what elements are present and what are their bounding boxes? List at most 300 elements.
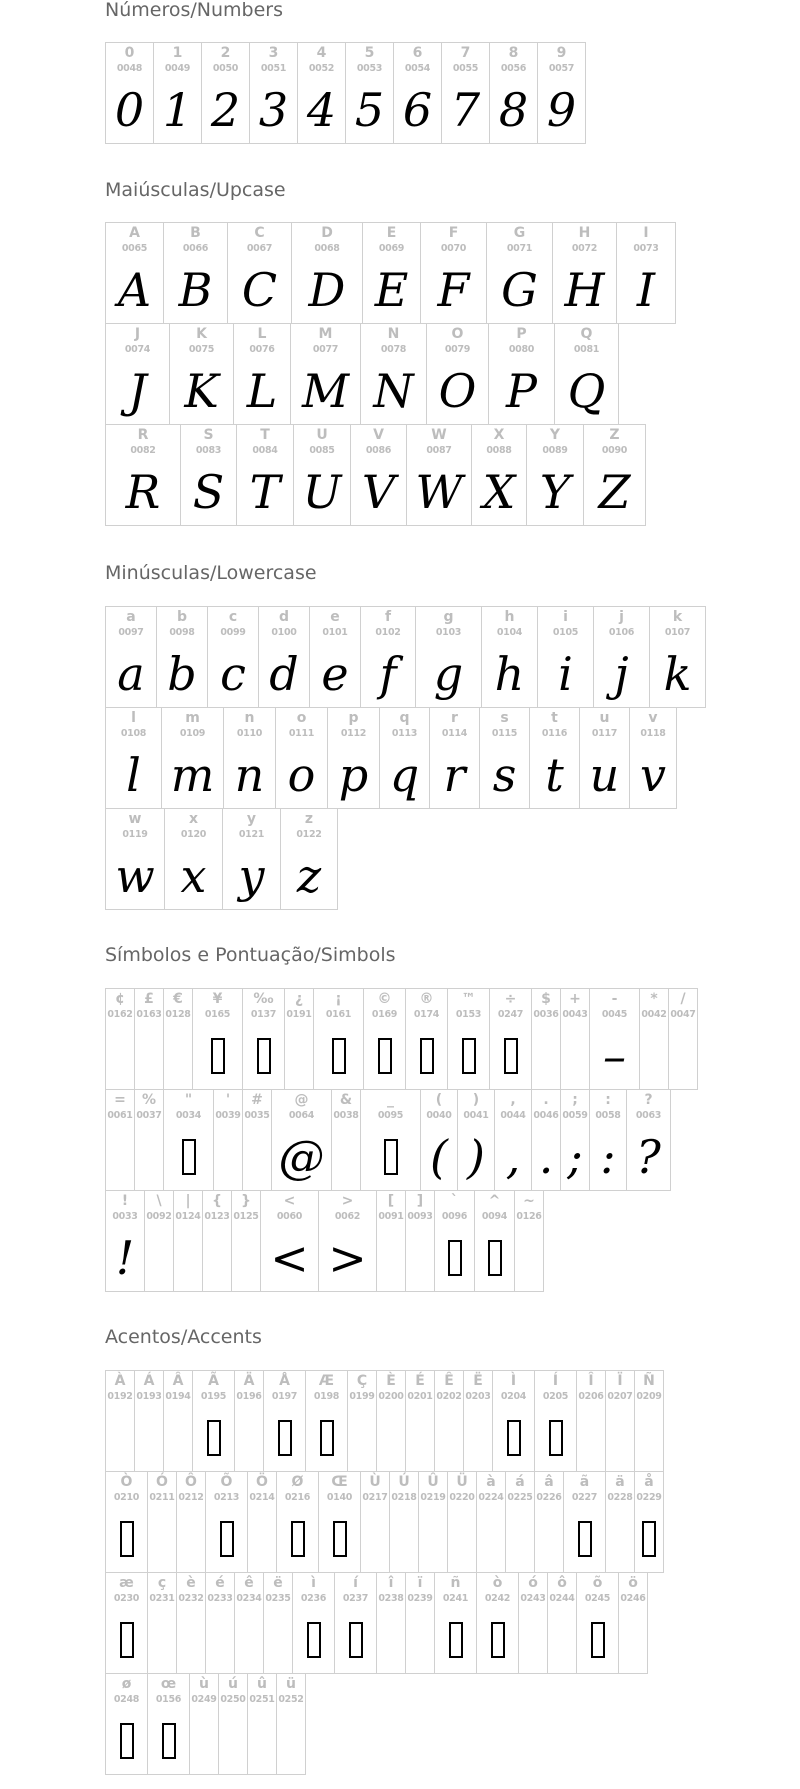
glyph-sample: ; (567, 1130, 583, 1184)
glyph-code: 0193 (136, 1391, 162, 1402)
glyph-label: r (451, 710, 458, 726)
glyph-cell (563, 1471, 606, 1573)
glyph-code: 0174 (413, 1009, 440, 1020)
glyph-cell (161, 707, 224, 809)
glyph-sample (177, 1607, 205, 1673)
glyph-label: Ä (243, 1373, 255, 1389)
glyph-code: 0214 (249, 1492, 275, 1503)
glyph-sample: i (558, 647, 573, 701)
glyph-code: 0165 (204, 1009, 231, 1020)
glyph-sample (177, 1506, 205, 1572)
glyph-cell (280, 808, 338, 910)
glyph-cell (376, 1370, 406, 1472)
glyph-sample (435, 1405, 463, 1471)
glyph-code: 0070 (440, 243, 467, 254)
glyph-code: 0067 (246, 243, 273, 254)
glyph-code: 0103 (435, 627, 462, 638)
glyph-cell (554, 323, 619, 425)
missing-glyph-box (306, 1405, 347, 1471)
glyph-cell (291, 222, 363, 324)
glyph-label: ö (628, 1575, 638, 1591)
glyph-cell (434, 1190, 475, 1292)
glyph-label: , (510, 1092, 516, 1108)
glyph-label: Ú (398, 1474, 410, 1490)
glyph-cell (318, 1471, 361, 1573)
missing-glyph-box (635, 1506, 663, 1572)
glyph-label: ) (472, 1092, 480, 1108)
missing-glyph-icon (211, 1038, 225, 1074)
glyph-cell (426, 323, 489, 425)
glyph-cell (105, 222, 164, 324)
glyph-cell (290, 323, 361, 425)
glyph-cell (360, 323, 427, 425)
glyph-label: ñ (450, 1575, 461, 1591)
glyph-sample: M (301, 364, 350, 418)
glyph-label: œ (160, 1676, 177, 1692)
glyph-sample: ( (430, 1130, 448, 1184)
glyph-label: É (415, 1373, 425, 1389)
glyph-label: ‰ (253, 991, 274, 1007)
glyph-label: i (563, 609, 568, 625)
glyph-sample: D (308, 263, 346, 317)
glyph-cell (180, 424, 237, 526)
glyph-sample (535, 1506, 563, 1572)
glyph-cell (457, 1089, 495, 1191)
glyph-cell (164, 808, 223, 910)
glyph-sample (248, 1506, 276, 1572)
glyph-sample: E (374, 263, 409, 317)
glyph-label: ü (286, 1676, 296, 1692)
missing-glyph-box (264, 1405, 305, 1471)
missing-glyph-box (477, 1607, 518, 1673)
glyph-cell (593, 606, 650, 708)
glyph-cell (233, 323, 291, 425)
glyph-label: ! (121, 1193, 129, 1209)
glyph-code: 0205 (542, 1391, 569, 1402)
glyph-cell (405, 1370, 435, 1472)
glyph-cell (249, 42, 298, 144)
glyph-sample (106, 1023, 134, 1089)
glyph-cell (173, 1190, 203, 1292)
glyph-code: 0045 (601, 1009, 628, 1020)
glyph-cell (363, 988, 406, 1090)
glyph-label: 5 (364, 45, 375, 61)
glyph-cell (105, 1370, 135, 1472)
glyph-cell (105, 424, 181, 526)
missing-glyph-box (148, 1708, 189, 1774)
glyph-cell (362, 222, 421, 324)
glyph-sample: K (184, 364, 219, 418)
glyph-label: ™ (461, 991, 476, 1007)
glyph-label: I (643, 225, 649, 241)
glyph-sample: F (437, 263, 470, 317)
glyph-code: 0054 (404, 63, 431, 74)
glyph-cell (589, 1089, 627, 1191)
glyph-cell (618, 1572, 648, 1674)
glyph-code: 0061 (107, 1110, 133, 1121)
glyph-label: { (212, 1193, 222, 1209)
glyph-cell (668, 988, 698, 1090)
glyph-label: t (551, 710, 558, 726)
glyph-cell (605, 1370, 635, 1472)
glyph-cell (242, 988, 285, 1090)
glyph-code: 0040 (426, 1110, 452, 1121)
glyph-code: 0236 (300, 1593, 327, 1604)
glyph-label: E (386, 225, 397, 241)
glyph-sample (464, 1405, 492, 1471)
glyph-sample: v (640, 748, 666, 802)
glyph-sample: U (302, 465, 342, 519)
glyph-label: ] (416, 1193, 424, 1209)
glyph-cell (313, 988, 364, 1090)
glyph-sample: o (287, 748, 316, 802)
glyph-sample: ! (115, 1231, 135, 1285)
missing-glyph-icon (278, 1420, 292, 1456)
glyph-label: > (341, 1193, 354, 1209)
glyph-code: 0117 (591, 728, 618, 739)
glyph-cell (514, 1190, 544, 1292)
glyph-label: Í (552, 1373, 559, 1389)
glyph-label: ' (225, 1092, 231, 1108)
glyph-cell (441, 42, 490, 144)
glyph-code: 0249 (191, 1694, 217, 1705)
glyph-label: $ (541, 991, 551, 1007)
glyph-sample: I (636, 263, 656, 317)
glyph-label: è (186, 1575, 196, 1591)
glyph-cell (649, 606, 706, 708)
glyph-code: 0039 (215, 1110, 241, 1121)
glyph-label: J (134, 326, 141, 342)
glyph-sample (519, 1607, 547, 1673)
glyph-label: h (504, 609, 515, 625)
glyph-sample (561, 1023, 589, 1089)
glyph-code: 0075 (188, 344, 215, 355)
glyph-cell (227, 222, 292, 324)
glyph-sample: g (433, 647, 464, 701)
glyph-sample (214, 1124, 242, 1190)
glyph-code: 0101 (322, 627, 348, 638)
glyph-sample (619, 1607, 647, 1673)
glyph-label: # (251, 1092, 263, 1108)
glyph-label: 3 (268, 45, 279, 61)
glyph-label: . (543, 1092, 549, 1108)
glyph-cell (275, 707, 328, 809)
glyph-sample: s (492, 748, 517, 802)
glyph-code: 0114 (441, 728, 468, 739)
glyph-cell (347, 1370, 377, 1472)
glyph-code: 0063 (635, 1110, 662, 1121)
glyph-sample: x (180, 849, 207, 903)
glyph-code: 0085 (309, 445, 335, 456)
glyph-label: õ (592, 1575, 603, 1591)
glyph-code: 0194 (165, 1391, 191, 1402)
glyph-code: 0246 (620, 1593, 646, 1604)
glyph-sample: N (373, 364, 414, 418)
glyph-label: j (619, 609, 624, 625)
glyph-label: ù (199, 1676, 209, 1692)
glyph-label: L (257, 326, 267, 342)
missing-glyph-icon (182, 1139, 196, 1175)
glyph-cell (144, 1190, 174, 1292)
glyph-label: % (141, 1092, 157, 1108)
glyph-sample (135, 1023, 163, 1089)
glyph-label: à (486, 1474, 496, 1490)
missing-glyph-icon (291, 1521, 305, 1557)
glyph-code: 0049 (164, 63, 191, 74)
glyph-label: m (185, 710, 200, 726)
glyph-cell (447, 1471, 477, 1573)
glyph-sample (477, 1506, 505, 1572)
glyph-code: 0059 (562, 1110, 588, 1121)
glyph-code: 0086 (365, 445, 392, 456)
glyph-sample: ) (467, 1130, 485, 1184)
glyph-code: 0048 (116, 63, 143, 74)
glyph-code: 0064 (288, 1110, 315, 1121)
glyph-label: ú (228, 1676, 238, 1692)
glyph-cell (360, 1471, 390, 1573)
glyph-sample: G (501, 263, 538, 317)
glyph-label: x (188, 811, 199, 827)
missing-glyph-box (535, 1405, 576, 1471)
glyph-label: R (137, 427, 149, 443)
glyph-label: } (241, 1193, 251, 1209)
glyph-code: 0247 (497, 1009, 524, 1020)
glyph-cell (474, 1190, 515, 1292)
glyph-code: 0035 (244, 1110, 270, 1121)
glyph-cell (147, 1673, 190, 1775)
glyph-cell (202, 1190, 232, 1292)
glyph-label: C (254, 225, 265, 241)
glyph-code: 0192 (107, 1391, 133, 1402)
glyph-sample (640, 1023, 668, 1089)
glyph-label: : (605, 1092, 611, 1108)
missing-glyph-box (106, 1506, 147, 1572)
glyph-cell (537, 606, 594, 708)
glyph-cell (418, 1471, 448, 1573)
glyph-cell (415, 606, 482, 708)
glyph-code: 0034 (175, 1110, 202, 1121)
glyph-code: 0231 (149, 1593, 175, 1604)
glyph-cell (163, 1370, 193, 1472)
glyph-cell (476, 1572, 519, 1674)
glyph-label: 1 (172, 45, 183, 61)
glyph-label: 4 (316, 45, 327, 61)
glyph-code: 0235 (265, 1593, 291, 1604)
glyph-sample: O (438, 364, 477, 418)
glyph-code: 0245 (584, 1593, 611, 1604)
glyph-cell (305, 1370, 348, 1472)
missing-glyph-icon (642, 1521, 656, 1557)
glyph-cell (488, 323, 555, 425)
glyph-code: 0241 (442, 1593, 469, 1604)
glyph-sample: P (506, 364, 537, 418)
glyph-code: 0047 (670, 1009, 696, 1020)
missing-glyph-icon (488, 1240, 502, 1276)
glyph-cell (263, 1572, 293, 1674)
glyph-sample: < (270, 1231, 309, 1285)
glyph-cell (207, 606, 259, 708)
glyph-sample (135, 1405, 163, 1471)
glyph-sample (377, 1405, 405, 1471)
glyph-label: _ (387, 1092, 394, 1108)
glyph-code: 0110 (236, 728, 263, 739)
glyph-cell (222, 808, 281, 910)
glyph-sample (203, 1225, 231, 1291)
glyph-sample: C (241, 263, 278, 317)
glyph-sample (606, 1405, 634, 1471)
glyph-code: 0217 (362, 1492, 388, 1503)
missing-glyph-box (293, 1607, 334, 1673)
glyph-sample: 5 (354, 83, 385, 137)
glyph-code: 0105 (552, 627, 579, 638)
missing-glyph-icon (448, 1240, 462, 1276)
glyph-label: q (399, 710, 410, 726)
glyph-code: 0079 (444, 344, 471, 355)
glyph-code: 0055 (452, 63, 479, 74)
section-title: Minúsculas/Lowercase (105, 562, 317, 584)
glyph-sample (174, 1225, 202, 1291)
glyph-cell (429, 707, 480, 809)
glyph-code: 0229 (636, 1492, 662, 1503)
glyph-code: 0087 (426, 445, 452, 456)
glyph-code: 0113 (391, 728, 418, 739)
missing-glyph-icon (120, 1622, 134, 1658)
glyph-label: N (387, 326, 400, 342)
glyph-label: Ë (473, 1373, 483, 1389)
glyph-sample: m (170, 748, 215, 802)
glyph-sample (219, 1708, 247, 1774)
glyph-code: 0237 (342, 1593, 369, 1604)
missing-glyph-icon (578, 1521, 592, 1557)
glyph-label: O (451, 326, 464, 342)
missing-glyph-box (435, 1225, 474, 1291)
glyph-cell (176, 1471, 206, 1573)
glyph-cell (318, 1190, 377, 1292)
glyph-label: M (318, 326, 333, 342)
glyph-label: ø (121, 1676, 132, 1692)
glyph-code: 0242 (484, 1593, 511, 1604)
glyph-label: î (388, 1575, 394, 1591)
missing-glyph-icon (420, 1038, 434, 1074)
glyph-label: ë (273, 1575, 283, 1591)
glyph-cell (479, 707, 530, 809)
glyph-label: H (578, 225, 591, 241)
glyph-cell (639, 988, 669, 1090)
glyph-code: 0072 (571, 243, 598, 254)
glyph-code: 0250 (220, 1694, 246, 1705)
glyph-sample (135, 1124, 163, 1190)
glyph-cell (189, 1673, 219, 1775)
glyph-code: 0090 (601, 445, 628, 456)
glyph-cell (634, 1471, 664, 1573)
glyph-cell (134, 988, 164, 1090)
glyph-code: 0203 (465, 1391, 491, 1402)
glyph-cell (629, 707, 677, 809)
glyph-code: 0076 (249, 344, 275, 355)
glyph-code: 0220 (449, 1492, 475, 1503)
glyph-code: 0083 (195, 445, 222, 456)
glyph-cell (201, 42, 250, 144)
glyph-code: 0078 (380, 344, 407, 355)
glyph-cell (105, 707, 162, 809)
glyph-code: 0081 (573, 344, 600, 355)
glyph-label: Ê (444, 1373, 454, 1389)
glyph-label: V (373, 427, 384, 443)
glyph-sample: 8 (498, 83, 529, 137)
glyph-sample: 3 (258, 83, 289, 137)
glyph-cell (360, 1089, 421, 1191)
glyph-cell (247, 1673, 277, 1775)
glyph-cell (560, 988, 590, 1090)
glyph-cell (234, 1572, 264, 1674)
glyph-cell (526, 424, 584, 526)
glyph-sample: L (246, 364, 278, 418)
missing-glyph-box (106, 1607, 147, 1673)
glyph-cell (376, 1190, 406, 1292)
glyph-label: 2 (220, 45, 231, 61)
glyph-code: 0239 (407, 1593, 433, 1604)
glyph-label: - (611, 991, 618, 1007)
glyph-code: 0201 (407, 1391, 433, 1402)
glyph-label: ÷ (504, 991, 517, 1007)
glyph-sample (669, 1023, 697, 1089)
glyph-code: 0051 (260, 63, 287, 74)
glyph-sample: Y (539, 465, 571, 519)
glyph-sample: , (505, 1130, 521, 1184)
glyph-code: 0089 (542, 445, 568, 456)
missing-glyph-box (364, 1023, 405, 1089)
glyph-code: 0207 (607, 1391, 633, 1402)
glyph-label: ó (528, 1575, 538, 1591)
glyph-sample: q (389, 748, 420, 802)
glyph-sample (190, 1708, 218, 1774)
missing-glyph-icon (307, 1622, 321, 1658)
missing-glyph-icon (491, 1622, 505, 1658)
missing-glyph-box (493, 1405, 534, 1471)
glyph-label: w (128, 811, 142, 827)
glyph-label: Ù (369, 1474, 381, 1490)
glyph-label: " (184, 1092, 193, 1108)
glyph-code: 0119 (122, 829, 148, 840)
glyph-cell (494, 1089, 532, 1191)
glyph-code: 0206 (578, 1391, 604, 1402)
glyph-sample: 6 (402, 83, 433, 137)
glyph-code: 0161 (325, 1009, 352, 1020)
glyph-label: á (515, 1474, 525, 1490)
glyph-label: o (296, 710, 307, 726)
glyph-cell (463, 1370, 493, 1472)
glyph-label: l (131, 710, 136, 726)
glyph-label: ã (579, 1474, 590, 1490)
glyph-label: í (353, 1575, 358, 1591)
glyph-code: 0128 (165, 1009, 191, 1020)
glyph-code: 0156 (155, 1694, 182, 1705)
glyph-code: 0210 (113, 1492, 140, 1503)
glyph-label: W (431, 427, 447, 443)
glyph-label: e (330, 609, 340, 625)
glyph-label: z (304, 811, 314, 827)
glyph-cell (309, 606, 361, 708)
missing-glyph-icon (504, 1038, 518, 1074)
glyph-label: ( (435, 1092, 443, 1108)
glyph-label: ? (644, 1092, 653, 1108)
glyph-label: G (513, 225, 526, 241)
glyph-sample (243, 1124, 271, 1190)
glyph-cell (405, 1190, 435, 1292)
glyph-code: 0216 (284, 1492, 311, 1503)
glyph-label: | (185, 1193, 191, 1209)
glyph-label: g (443, 609, 454, 625)
